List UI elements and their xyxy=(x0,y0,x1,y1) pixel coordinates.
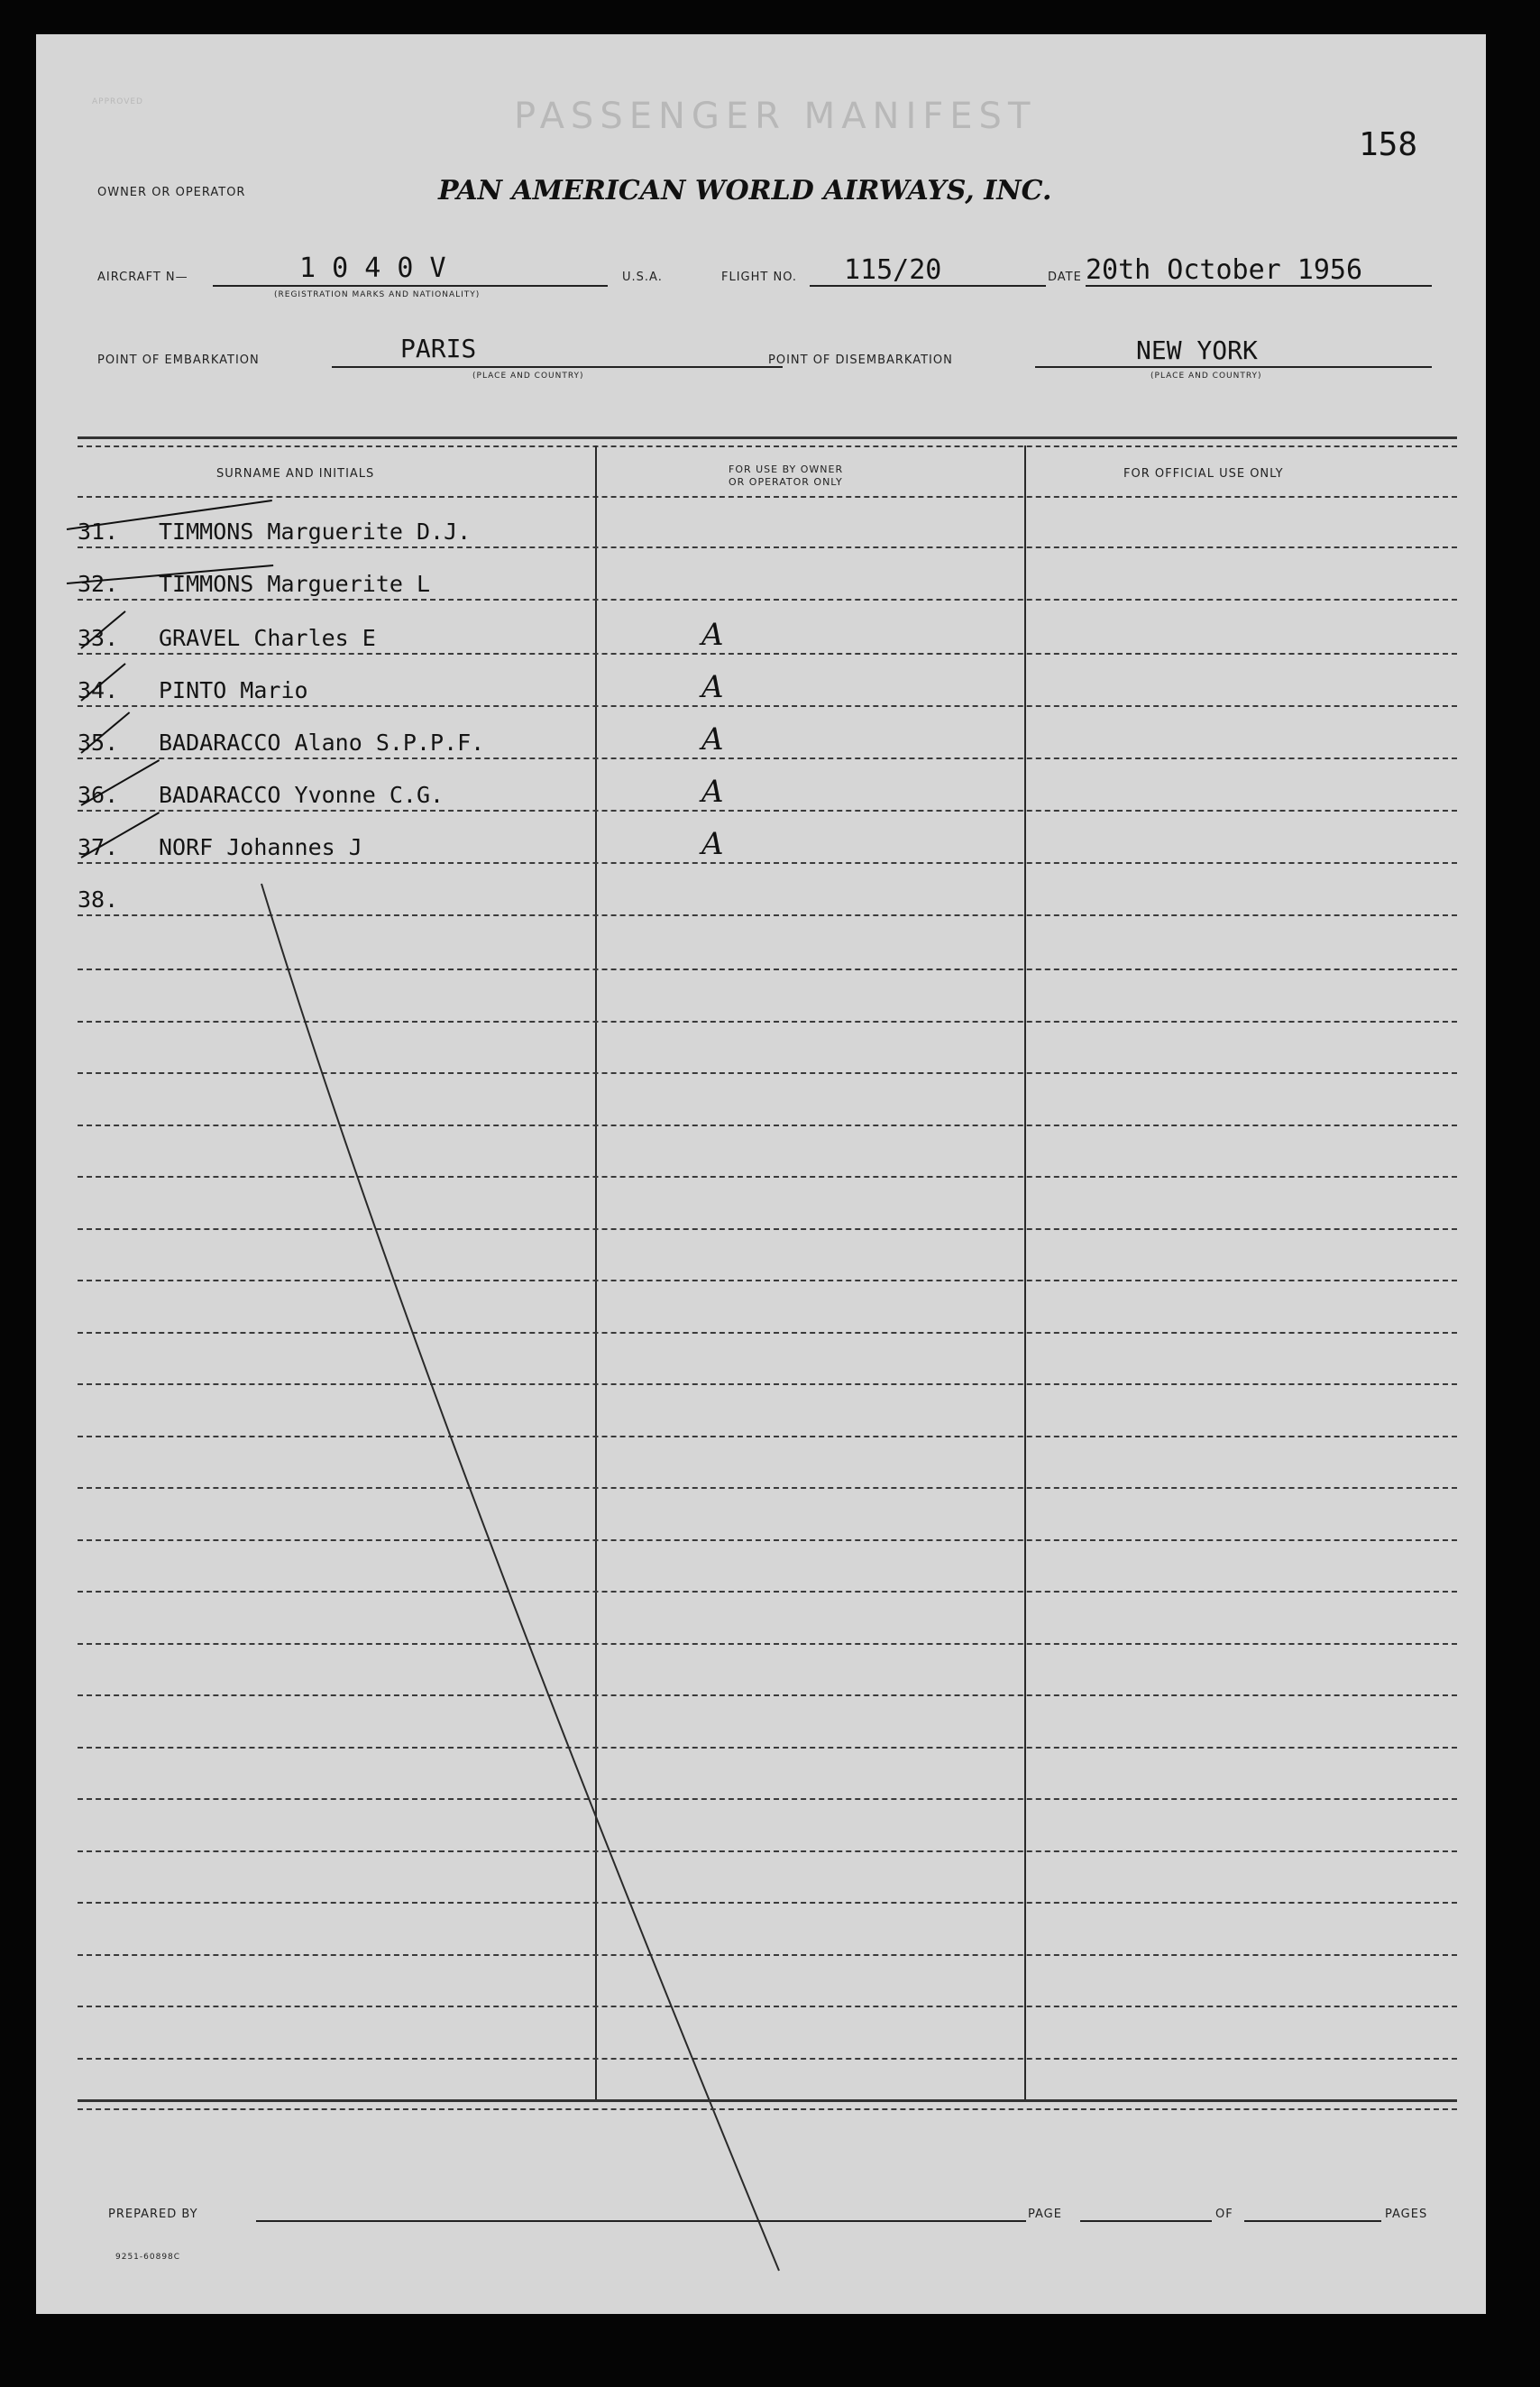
aircraft-value: 1 0 4 0 V xyxy=(299,252,446,284)
aircraft-caption: (REGISTRATION MARKS AND NATIONALITY) xyxy=(274,290,481,299)
handwritten-mark: A xyxy=(701,721,724,757)
header-surname: SURNAME AND INITIALS xyxy=(216,467,375,481)
table-bottom-rule xyxy=(78,2099,1457,2102)
date-label: DATE xyxy=(1048,271,1082,284)
aircraft-label: AIRCRAFT N— xyxy=(97,271,188,284)
pages-label: PAGES xyxy=(1385,2208,1428,2221)
row-number: 37. xyxy=(78,834,119,860)
passenger-name: TIMMONS Marguerite D.J. xyxy=(159,519,472,545)
passenger-name: PINTO Mario xyxy=(159,677,308,703)
approval-stamp-text: APPROVED xyxy=(92,97,143,106)
page-number: 158 xyxy=(1359,126,1418,163)
header-owner-use-2: OR OPERATOR ONLY xyxy=(729,476,843,488)
passenger-name: GRAVEL Charles E xyxy=(159,625,376,651)
handwritten-mark: A xyxy=(701,826,724,862)
disembarkation-caption: (PLACE AND COUNTRY) xyxy=(1150,372,1262,381)
passenger-name: BADARACCO Yvonne C.G. xyxy=(159,782,445,808)
of-underline xyxy=(1244,2220,1381,2222)
of-label: OF xyxy=(1215,2208,1233,2221)
handwritten-mark: A xyxy=(701,774,724,810)
disembarkation-value: NEW YORK xyxy=(1136,335,1258,365)
row-number: 34. xyxy=(78,677,119,703)
diagonal-pen-line xyxy=(36,34,1486,2314)
table-bottom-rule-2 xyxy=(78,2108,1457,2110)
flight-label: FLIGHT NO. xyxy=(721,271,798,284)
prepared-by-label: PREPARED BY xyxy=(108,2208,198,2221)
prepared-by-underline xyxy=(256,2220,1026,2222)
usa-label: U.S.A. xyxy=(622,271,663,284)
passenger-name: BADARACCO Alano S.P.P.F. xyxy=(159,730,485,756)
embarkation-caption: (PLACE AND COUNTRY) xyxy=(472,372,584,381)
owner-value: PAN AMERICAN WORLD AIRWAYS, INC. xyxy=(438,175,1052,207)
flight-value: 115/20 xyxy=(844,254,942,286)
form-number: 9251-60898C xyxy=(115,2253,181,2262)
handwritten-mark: A xyxy=(701,617,724,653)
owner-label: OWNER OR OPERATOR xyxy=(97,186,246,199)
date-value: 20th October 1956 xyxy=(1086,254,1363,286)
passenger-name: NORF Johannes J xyxy=(159,834,362,860)
row-number: 36. xyxy=(78,782,119,808)
row-number: 38. xyxy=(78,886,119,913)
row-number: 31. xyxy=(78,519,119,545)
passenger-name: TIMMONS Marguerite L xyxy=(159,571,431,597)
header-owner-use-1: FOR USE BY OWNER xyxy=(729,464,844,475)
manifest-sheet xyxy=(36,34,1486,2314)
manifest-title: PASSENGER MANIFEST xyxy=(514,96,1037,137)
disembarkation-label: POINT OF DISEMBARKATION xyxy=(768,353,953,367)
row-number: 35. xyxy=(78,730,119,756)
row-number: 32. xyxy=(78,571,119,597)
handwritten-mark: A xyxy=(701,669,724,705)
embarkation-label: POINT OF EMBARKATION xyxy=(97,353,260,367)
embarkation-value: PARIS xyxy=(400,334,477,363)
page-label: PAGE xyxy=(1028,2208,1062,2221)
page-underline xyxy=(1080,2220,1212,2222)
header-official-use: FOR OFFICIAL USE ONLY xyxy=(1123,467,1284,481)
row-number: 33. xyxy=(78,625,119,651)
